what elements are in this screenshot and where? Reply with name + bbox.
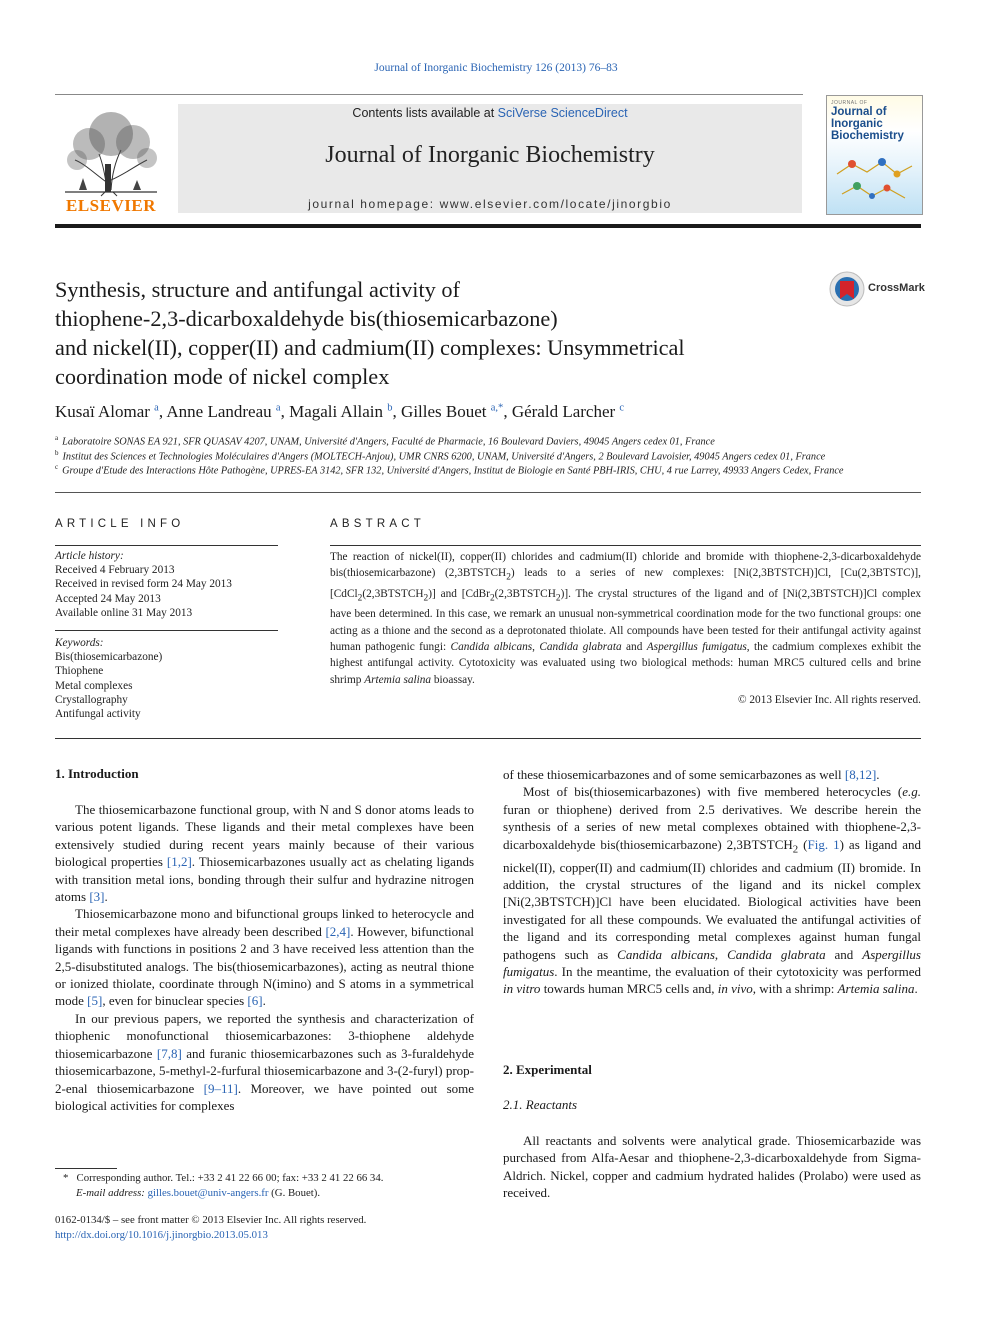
citation-link[interactable]: [8,12] xyxy=(844,767,877,782)
cover-title: Journal of Inorganic Biochemistry xyxy=(831,106,904,142)
keyword: Metal complexes xyxy=(55,680,133,692)
keywords-rule xyxy=(55,630,278,631)
journal-reference[interactable]: Journal of Inorganic Biochemistry 126 (2013) 76–83 xyxy=(374,62,618,74)
header-bottom-rule xyxy=(55,224,921,228)
author-name[interactable]: Gilles Bouet xyxy=(401,402,487,421)
cover-small-text: JOURNAL OF xyxy=(831,100,868,106)
article-info-heading: ARTICLE INFO xyxy=(55,518,185,530)
keywords-label: Keywords: xyxy=(55,637,104,649)
experimental-heading: 2. Experimental xyxy=(503,1062,592,1077)
history-item: Accepted 24 May 2013 xyxy=(55,593,161,605)
keyword: Antifungal activity xyxy=(55,708,141,720)
sciencedirect-link[interactable]: SciVerse ScienceDirect xyxy=(497,106,628,120)
citation-link[interactable]: [9–11] xyxy=(203,1080,238,1096)
header-top-rule xyxy=(55,94,803,95)
intro-right-column xyxy=(503,766,921,998)
cover-molecule-graphic xyxy=(827,144,922,214)
intro-paragraph: of these thiosemicarbazones and of some semicarbazones as well [8,12]. xyxy=(503,767,880,782)
history-item: Available online 31 May 2013 xyxy=(55,607,193,619)
history-item: Received in revised form 24 May 2013 xyxy=(55,578,232,590)
citation-link[interactable]: [1,2] xyxy=(166,854,192,870)
reactants-heading: 2.1. Reactants xyxy=(503,1097,578,1112)
journal-homepage[interactable]: journal homepage: www.elsevier.com/locate/jinorgbio xyxy=(308,197,672,211)
affiliation-mark: b xyxy=(55,449,59,457)
crossmark-label[interactable]: CrossMark xyxy=(868,282,925,294)
figure-link[interactable]: Fig. 1 xyxy=(807,836,840,852)
affiliation-mark: c xyxy=(55,463,59,471)
journal-title: Journal of Inorganic Biochemistry xyxy=(325,142,655,168)
author-name[interactable]: Gérald Larcher xyxy=(511,402,616,421)
author-list: Kusaï Alomar $^a$, Anne Landreau $^a$, Magali Allain $^b$, Gilles Bouet $^{a,*}$, Gérald Larcher $^c$ xyxy=(55,402,625,421)
affiliation xyxy=(55,434,935,447)
email-footnote: E-mail address: gilles.bouet@univ-angers.fr (G. Bouet). xyxy=(76,1187,321,1199)
email-link[interactable]: gilles.bouet@univ-angers.fr xyxy=(147,1187,269,1199)
body-rule xyxy=(55,738,921,739)
article-title-line: and nickel(II), copper(II) and cadmium(II) complexes: Unsymmetrical xyxy=(55,335,685,360)
crossmark-icon[interactable] xyxy=(829,271,865,307)
article-title-line: coordination mode of nickel complex xyxy=(55,364,390,389)
footnote-rule xyxy=(55,1168,117,1169)
intro-heading: 1. Introduction xyxy=(55,766,139,781)
keyword: Bis(thiosemicarbazone) xyxy=(55,651,163,663)
abstract-rule xyxy=(330,545,921,546)
affiliation-rule xyxy=(55,492,921,493)
intro-paragraph: In our previous papers, we reported the synthesis and characterization of thiophenic monofunctional thiosemicarbazones: 3-thiophene aldehyde thiosemicarbazone [7,8] and furanic thiosemicarbazones such as 3-furaldehyde thiosemicarbazone, 5-methyl-2-furfural thiosemicarbazone and 3-(2-furyl) prop-2-enal thiosemicarbazone [9–11]. Moreover, we have pointed out some biological activities for complexes xyxy=(55,1010,475,1113)
issn-line: 0162-0134/$ – see front matter © 2013 Elsevier Inc. All rights reserved. xyxy=(55,1214,367,1226)
citation-link[interactable]: [5] xyxy=(87,993,103,1009)
citation-link[interactable]: [2,4] xyxy=(325,923,351,939)
author-affiliation-mark[interactable]: a,* xyxy=(490,402,504,414)
author-affiliation-mark[interactable]: a xyxy=(275,402,281,414)
author-name[interactable]: Anne Landreau xyxy=(166,402,272,421)
history-label: Article history: xyxy=(55,550,124,562)
abstract-heading: ABSTRACT xyxy=(330,518,425,530)
contents-line xyxy=(178,106,802,120)
author-affiliation-mark[interactable]: c xyxy=(619,402,625,414)
elsevier-wordmark: ELSEVIER xyxy=(66,196,156,215)
affiliation-mark: a xyxy=(55,434,59,442)
affiliation-text: Laboratoire SONAS EA 921, SFR QUASAV 4207, UNAM, Université d'Angers, Faculté de Pharmacie, 16 Boulevard Daviers, 49045 Angers cedex 01, France xyxy=(62,436,715,448)
intro-paragraph: The thiosemicarbazone functional group, with N and S donor atoms leads to various potent ligands. These ligands and their metal complexes have been extensively studied during recent years mainly because of their various biological properties [1,2]. Thiosemicarbazones usually act as chelating ligands with transition metal ions, bonding through their sulfur and hydrazine nitrogen atoms [3]. xyxy=(55,802,475,905)
affiliation-text: Institut des Sciences et Technologies Moléculaires d'Angers (MOLTECH-Anjou), UMR CNRS 6200, UNAM, Université d'Angers, 2 Boulevard Lavoisier, 49045 Angers cedex 01, France xyxy=(62,451,826,463)
author-name[interactable]: Kusaï Alomar xyxy=(55,402,150,421)
abstract-copyright: © 2013 Elsevier Inc. All rights reserved. xyxy=(737,694,921,706)
keyword: Crystallography xyxy=(55,694,128,706)
citation-link[interactable]: [3] xyxy=(89,889,105,905)
contents-prefix: Contents lists available at xyxy=(352,106,495,120)
author-affiliation-mark[interactable]: a xyxy=(154,402,159,414)
history-item: Received 4 February 2013 xyxy=(55,564,175,576)
article-info-rule xyxy=(55,545,278,546)
keyword: Thiophene xyxy=(55,665,104,677)
article-title xyxy=(55,275,795,391)
affiliation xyxy=(55,449,935,462)
reactants-text xyxy=(503,1132,921,1202)
author-affiliation-mark[interactable]: b xyxy=(387,402,393,414)
affiliation xyxy=(55,463,935,476)
abstract-text: The reaction of nickel(II), copper(II) chlorides and cadmium(II) chloride and bromide with thiophene-2,3-dicarboxaldehyde bis(thiosemicarbazone) $(2,3BTSTCH_2)$ leads to a series of new complexes: [Ni(2,3BTSTCH)]Cl, [Cu(2,3BTSTC)], $[CdCl_2(2,3BTSTCH_2)]$ and $[CdBr_2(2,3BTSTCH_2)]$. The crystal structures of the ligand and of [Ni(2,3BTSTCH)]Cl complex have been determined. In this case, we remark an unusual non-symmetrical coordination mode for the two functional groups: one acting as a thione and the second as a deprotonated thiolate. All compounds have been tested for their antifungal activity against human pathogenic fungi: Candida albicans, Candida glabrata and Aspergillus fumigatus, the cadmium complexes exhibit the highest antifungal activity. Cytotoxicity was evaluated using two biological methods: human MRC5 cultured cells and brine shrimp Artemia salina bioassay. xyxy=(330,551,921,686)
author-name[interactable]: Magali Allain xyxy=(289,402,384,421)
intro-left-column xyxy=(55,801,474,1114)
article-title-line: Synthesis, structure and antifungal activity of xyxy=(55,277,460,302)
citation-link[interactable]: [7,8] xyxy=(156,1045,182,1061)
journal-cover-image xyxy=(826,95,923,215)
doi-link[interactable]: http://dx.doi.org/10.1016/j.jinorgbio.2013.05.013 xyxy=(55,1229,268,1241)
corresponding-footnote: * Corresponding author. Tel.: +33 2 41 22 66 00; fax: +33 2 41 22 66 34. xyxy=(63,1172,384,1184)
article-title-line: thiophene-2,3-dicarboxaldehyde bis(thiosemicarbazone) xyxy=(55,306,558,331)
intro-paragraph: Most of bis(thiosemicarbazones) with five membered heterocycles (e.g. furan or thiophene) derived from 2.5 derivatives. We describe herein the synthesis of a series of new metal complexes obtained with thiophene-2,3-dicarboxaldehyde bis(thiosemicarbazone) $2,3BTSTCH_2$ (Fig. 1) as ligand and nickel(II), copper(II) and cadmium(II) chlorides and cadmium (II) bromide. In addition, the crystal structures of the ligand and its nickel complex [Ni(2,3BTSTCH)]Cl have been elucidated. Biological activities have been investigated for all these compounds. We evaluated the antifungal activities of the ligand and its corresponding metal complexes against human fungal pathogens such as Candida albicans, Candida glabrata and Aspergillus fumigatus. In the meantime, the evaluation of their cytotoxicity was performed in vitro towards human MRC5 cells and, in vivo, with a shrimp: Artemia salina. xyxy=(503,784,922,997)
intro-paragraph: Thiosemicarbazone mono and bifunctional groups linked to heterocycle and their metal complexes have already been described [2,4]. However, bifunctional ligands with functions in positions 2 and 3 have received less attention than the 2,5-disubstituted analogs. The bis(thiosemicarbazones), acting as neutral thione or ionized thiolate, coordinate through N(imino) and S atoms in a symmetrical mode [5], even for binuclear species [6]. xyxy=(55,906,474,1009)
affiliation-text: Groupe d'Etude des Interactions Hôte Pathogène, UPRES-EA 3142, SFR 132, Université d'Angers, Institut de Biologie en Santé PBH-IRIS, CHU, 4 rue Larrey, 49933 Angers Cedex, France xyxy=(62,465,844,477)
reactants-paragraph: All reactants and solvents were analytical grade. Thiosemicarbazide was purchased from Alfa-Aesar and thiophene-2,3-dicarboxaldehyde from Sigma-Aldrich. Nickel, copper and cadmium hydrated halides (Prolabo) were used as received. xyxy=(503,1133,921,1201)
citation-link[interactable]: [6] xyxy=(247,993,263,1009)
